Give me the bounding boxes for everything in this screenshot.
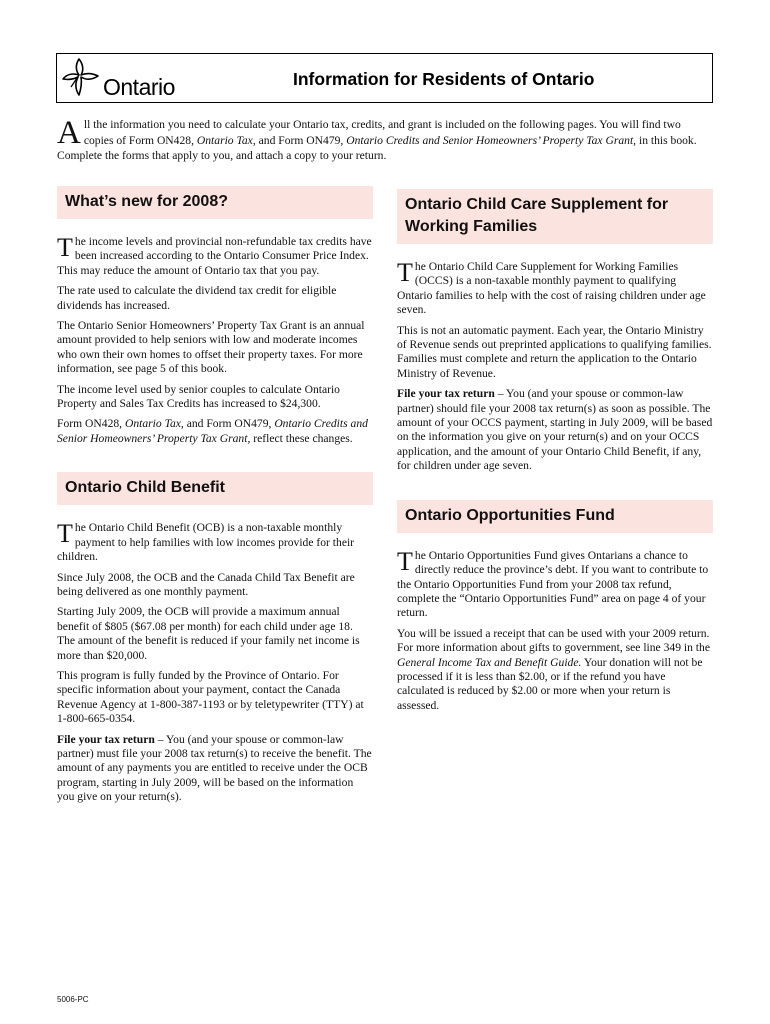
- intro-paragraph: [57, 117, 713, 164]
- left-column: [57, 186, 373, 811]
- child-care-heading: Ontario Child Care Supplement for Working Families: [397, 189, 713, 244]
- form-name: Ontario Credits and Senior Homeowners’ Property Tax Grant: [57, 417, 368, 445]
- child-benefit-p2: Since July 2008, the OCB and the Canada Child Tax Benefit are being delivered as one monthly payment.: [57, 570, 355, 598]
- whats-new-p3: The Ontario Senior Homeowners’ Property Tax Grant is an annual amount provided to help seniors with low and moderate incomes who own their own homes to offset their property taxes. For more information, see page 5 of this book.: [57, 319, 365, 376]
- paragraph-text: You will be issued a receipt that can be used with your 2009 return. For more information about gifts to government, see line 349 in the: [397, 626, 710, 655]
- whats-new-p2: The rate used to calculate the dividend tax credit for eligible dividends has increased.: [57, 284, 337, 312]
- guide-title: General Income Tax and Benefit Guide.: [397, 655, 582, 669]
- dropcap: T: [57, 233, 73, 262]
- paragraph-text: he Ontario Opportunities Fund gives Ontarians a chance to directly reduce the province’s debt. If you want to contribute to the Ontario Opportunities Fund from your 2008 tax refund, complete the “Ontario Opportunities Fund” area on page 4 of your return.: [397, 548, 709, 620]
- whats-new-p4: The income level used by senior couples to calculate Ontario Property and Sales Tax Credits has increased to $24,300.: [57, 382, 340, 411]
- form-code: 5006-PC: [57, 995, 89, 1004]
- dropcap: T: [397, 258, 413, 287]
- header-box: [56, 53, 713, 103]
- dropcap: T: [57, 519, 73, 549]
- child-care-p1: [397, 260, 713, 318]
- opportunities-p1: [397, 546, 713, 621]
- paragraph-text: Your donation will not be processed if it is less than $2.00, or if the refund you have calculated is reduced by $2.00 or more when your return is assessed.: [397, 655, 703, 712]
- child-benefit-p1: [57, 521, 373, 564]
- right-column: [397, 189, 713, 719]
- intro-text-2: , and Form ON479,: [252, 133, 347, 147]
- child-benefit-p4: This program is fully funded by the Province of Ontario. For specific information about your payment, contact the Canada Revenue Agency at 1-800-387-1193 or by teletypewriter (TTY) at 1-800-665-0354.: [57, 668, 364, 726]
- dropcap: T: [397, 546, 413, 576]
- ontario-logo: [61, 57, 191, 101]
- opportunities-heading: Ontario Opportunities Fund: [397, 500, 713, 533]
- child-care-p3: [397, 387, 713, 473]
- whats-new-p1: [57, 235, 373, 278]
- child-benefit-heading: Ontario Child Benefit: [57, 472, 373, 505]
- intro-text-1: ll the information you need to calculate your Ontario tax, credits, and grant is included on the following pages. You will find two copies of Form ON428,: [83, 118, 681, 147]
- paragraph-text: Form ON428,: [57, 417, 125, 431]
- intro-dropcap: A: [57, 115, 81, 151]
- paragraph-text: – You (and your spouse or common-law partner) should file your 2008 tax return(s) as soon as possible. The amount of your OCCS payment, starting in July 2009, will be based on the information you give on your return(s) and on your OCCS application, and the amount of your Ontario Child Benefit, if any, for children under age seven.: [397, 387, 713, 473]
- whats-new-p5: [57, 417, 373, 446]
- child-care-p2: This is not an automatic payment. Each year, the Ontario Ministry of Revenue sends out preprinted applications to qualifying families. Families must complete and return the application to the Ontario Ministry of Revenue.: [397, 323, 712, 380]
- form-name: Ontario Tax,: [124, 417, 184, 431]
- child-benefit-p5: [57, 733, 373, 805]
- page-title: Information for Residents of Ontario: [293, 69, 595, 89]
- opportunities-p2: [397, 627, 713, 713]
- paragraph-text: and Form ON479,: [183, 417, 275, 431]
- intro-text-3: , in this book. Complete the forms that apply to you, and attach a copy to your return.: [57, 133, 697, 162]
- intro-form-name-2: Ontario Credits and Senior Homeowners’ Property Tax Grant: [346, 133, 634, 147]
- paragraph-text: he Ontario Child Benefit (OCB) is a non-taxable monthly payment to help families with low incomes provide for their children.: [57, 521, 355, 564]
- paragraph-text: he income levels and provincial non-refundable tax credits have been increased according to the Ontario Consumer Price Index. This may reduce the amount of Ontario tax that you pay.: [57, 235, 372, 277]
- paragraph-text: , reflect these changes.: [247, 431, 353, 445]
- paragraph-text: – You (and your spouse or common-law partner) must file your 2008 tax return(s) to receive the benefit. The amount of any payments you are entitled to receive under the OCB program, starting in July 2009, will be based on the information you give on your return(s).: [57, 732, 372, 804]
- paragraph-text: he Ontario Child Care Supplement for Working Families (OCCS) is a non-taxable monthly payment to qualifying Ontario families to help with the cost of raising children under age seven.: [397, 260, 706, 317]
- trillium-icon: [61, 57, 105, 101]
- bold-run: File your tax return: [57, 732, 155, 746]
- logo-wordmark: Ontario: [103, 74, 175, 100]
- child-benefit-p3: Starting July 2009, the OCB will provide a maximum annual benefit of $805 ($67.08 per month) for each child under age 18. The amount of the benefit is reduced if your family net income is more than $20,000.: [57, 605, 360, 662]
- intro-form-name-1: Ontario Tax: [196, 133, 253, 147]
- whats-new-heading: What’s new for 2008?: [57, 186, 373, 219]
- bold-run: File your tax return: [397, 387, 495, 401]
